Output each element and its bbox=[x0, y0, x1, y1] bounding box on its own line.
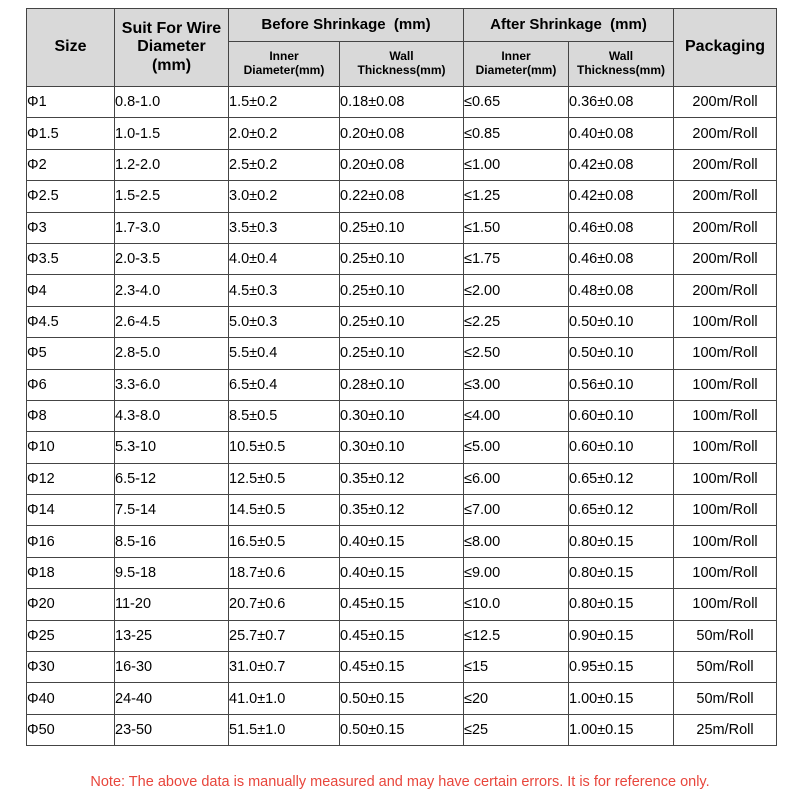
cell-after-inner: ≤0.85 bbox=[464, 118, 569, 149]
table-row bbox=[27, 495, 777, 526]
cell-before-wall: 0.25±0.10 bbox=[340, 212, 464, 243]
cell-after-wall: 0.80±0.15 bbox=[569, 589, 674, 620]
cell-before-inner: 12.5±0.5 bbox=[229, 463, 340, 494]
header-packaging: Packaging bbox=[674, 9, 777, 87]
cell-wire-diameter: 1.0-1.5 bbox=[115, 118, 229, 149]
cell-wire-diameter: 8.5-16 bbox=[115, 526, 229, 557]
cell-after-wall: 0.48±0.08 bbox=[569, 275, 674, 306]
cell-after-inner: ≤5.00 bbox=[464, 432, 569, 463]
cell-before-wall: 0.22±0.08 bbox=[340, 181, 464, 212]
cell-before-wall: 0.50±0.15 bbox=[340, 714, 464, 745]
table-row bbox=[27, 526, 777, 557]
cell-after-wall: 0.46±0.08 bbox=[569, 212, 674, 243]
cell-before-wall: 0.25±0.10 bbox=[340, 306, 464, 337]
cell-wire-diameter: 1.2-2.0 bbox=[115, 149, 229, 180]
header-suit-wire: Suit For Wire Diameter (mm) bbox=[115, 9, 229, 87]
cell-after-wall: 0.90±0.15 bbox=[569, 620, 674, 651]
cell-after-wall: 0.42±0.08 bbox=[569, 181, 674, 212]
header-before-inner: Inner Diameter(mm) bbox=[229, 42, 340, 87]
cell-size: Φ10 bbox=[27, 432, 115, 463]
cell-before-wall: 0.35±0.12 bbox=[340, 495, 464, 526]
table-row bbox=[27, 432, 777, 463]
cell-before-inner: 8.5±0.5 bbox=[229, 400, 340, 431]
cell-size: Φ4 bbox=[27, 275, 115, 306]
cell-wire-diameter: 2.6-4.5 bbox=[115, 306, 229, 337]
cell-packaging: 100m/Roll bbox=[674, 338, 777, 369]
cell-after-inner: ≤2.25 bbox=[464, 306, 569, 337]
cell-packaging: 200m/Roll bbox=[674, 212, 777, 243]
cell-before-inner: 5.5±0.4 bbox=[229, 338, 340, 369]
cell-before-wall: 0.30±0.10 bbox=[340, 400, 464, 431]
spec-table bbox=[26, 8, 777, 746]
cell-wire-diameter: 4.3-8.0 bbox=[115, 400, 229, 431]
table-row bbox=[27, 306, 777, 337]
cell-after-wall: 1.00±0.15 bbox=[569, 683, 674, 714]
cell-before-inner: 2.0±0.2 bbox=[229, 118, 340, 149]
cell-packaging: 200m/Roll bbox=[674, 87, 777, 118]
cell-after-wall: 0.50±0.10 bbox=[569, 306, 674, 337]
cell-before-inner: 3.0±0.2 bbox=[229, 181, 340, 212]
cell-after-inner: ≤1.50 bbox=[464, 212, 569, 243]
cell-wire-diameter: 5.3-10 bbox=[115, 432, 229, 463]
table-row bbox=[27, 620, 777, 651]
cell-after-inner: ≤10.0 bbox=[464, 589, 569, 620]
cell-before-inner: 18.7±0.6 bbox=[229, 557, 340, 588]
cell-packaging: 200m/Roll bbox=[674, 181, 777, 212]
table-row bbox=[27, 400, 777, 431]
cell-wire-diameter: 1.7-3.0 bbox=[115, 212, 229, 243]
cell-before-inner: 16.5±0.5 bbox=[229, 526, 340, 557]
cell-packaging: 200m/Roll bbox=[674, 275, 777, 306]
table-row bbox=[27, 212, 777, 243]
cell-after-inner: ≤4.00 bbox=[464, 400, 569, 431]
cell-before-inner: 41.0±1.0 bbox=[229, 683, 340, 714]
table-row bbox=[27, 714, 777, 745]
header-before-shrinkage: Before Shrinkage (mm) bbox=[229, 9, 464, 42]
cell-size: Φ12 bbox=[27, 463, 115, 494]
cell-packaging: 200m/Roll bbox=[674, 243, 777, 274]
cell-wire-diameter: 2.3-4.0 bbox=[115, 275, 229, 306]
cell-after-inner: ≤20 bbox=[464, 683, 569, 714]
cell-wire-diameter: 23-50 bbox=[115, 714, 229, 745]
cell-after-wall: 0.80±0.15 bbox=[569, 557, 674, 588]
cell-size: Φ5 bbox=[27, 338, 115, 369]
cell-before-wall: 0.40±0.15 bbox=[340, 557, 464, 588]
cell-before-inner: 1.5±0.2 bbox=[229, 87, 340, 118]
cell-after-wall: 0.50±0.10 bbox=[569, 338, 674, 369]
table-row bbox=[27, 557, 777, 588]
cell-wire-diameter: 3.3-6.0 bbox=[115, 369, 229, 400]
table-header bbox=[27, 9, 777, 87]
cell-after-inner: ≤2.50 bbox=[464, 338, 569, 369]
cell-packaging: 100m/Roll bbox=[674, 463, 777, 494]
header-after-wall: Wall Thickness(mm) bbox=[569, 42, 674, 87]
cell-before-inner: 10.5±0.5 bbox=[229, 432, 340, 463]
cell-before-inner: 14.5±0.5 bbox=[229, 495, 340, 526]
cell-size: Φ20 bbox=[27, 589, 115, 620]
cell-after-inner: ≤9.00 bbox=[464, 557, 569, 588]
cell-size: Φ2 bbox=[27, 149, 115, 180]
cell-before-wall: 0.20±0.08 bbox=[340, 118, 464, 149]
table-row bbox=[27, 589, 777, 620]
cell-size: Φ3 bbox=[27, 212, 115, 243]
cell-wire-diameter: 13-25 bbox=[115, 620, 229, 651]
cell-before-inner: 2.5±0.2 bbox=[229, 149, 340, 180]
cell-before-wall: 0.35±0.12 bbox=[340, 463, 464, 494]
cell-before-wall: 0.30±0.10 bbox=[340, 432, 464, 463]
cell-after-wall: 0.65±0.12 bbox=[569, 463, 674, 494]
cell-after-wall: 0.80±0.15 bbox=[569, 526, 674, 557]
cell-before-inner: 20.7±0.6 bbox=[229, 589, 340, 620]
header-after-inner: Inner Diameter(mm) bbox=[464, 42, 569, 87]
cell-after-inner: ≤1.25 bbox=[464, 181, 569, 212]
cell-packaging: 200m/Roll bbox=[674, 118, 777, 149]
cell-packaging: 100m/Roll bbox=[674, 526, 777, 557]
cell-size: Φ40 bbox=[27, 683, 115, 714]
cell-after-inner: ≤6.00 bbox=[464, 463, 569, 494]
cell-wire-diameter: 2.8-5.0 bbox=[115, 338, 229, 369]
header-size: Size bbox=[27, 9, 115, 87]
cell-after-inner: ≤2.00 bbox=[464, 275, 569, 306]
cell-size: Φ1.5 bbox=[27, 118, 115, 149]
cell-after-inner: ≤3.00 bbox=[464, 369, 569, 400]
disclaimer-note: Note: The above data is manually measured and may have certain errors. It is for reference only. bbox=[90, 774, 710, 790]
cell-wire-diameter: 9.5-18 bbox=[115, 557, 229, 588]
cell-after-wall: 0.60±0.10 bbox=[569, 432, 674, 463]
cell-packaging: 100m/Roll bbox=[674, 306, 777, 337]
cell-after-inner: ≤8.00 bbox=[464, 526, 569, 557]
table-row bbox=[27, 243, 777, 274]
cell-after-inner: ≤12.5 bbox=[464, 620, 569, 651]
table-row bbox=[27, 181, 777, 212]
table-row bbox=[27, 652, 777, 683]
header-after-shrinkage: After Shrinkage (mm) bbox=[464, 9, 674, 42]
table-body bbox=[27, 87, 777, 746]
cell-before-inner: 4.0±0.4 bbox=[229, 243, 340, 274]
cell-size: Φ2.5 bbox=[27, 181, 115, 212]
cell-size: Φ50 bbox=[27, 714, 115, 745]
cell-before-inner: 31.0±0.7 bbox=[229, 652, 340, 683]
table-row bbox=[27, 275, 777, 306]
cell-after-wall: 0.40±0.08 bbox=[569, 118, 674, 149]
cell-size: Φ8 bbox=[27, 400, 115, 431]
cell-after-inner: ≤0.65 bbox=[464, 87, 569, 118]
cell-before-wall: 0.50±0.15 bbox=[340, 683, 464, 714]
cell-wire-diameter: 2.0-3.5 bbox=[115, 243, 229, 274]
cell-wire-diameter: 6.5-12 bbox=[115, 463, 229, 494]
table-row bbox=[27, 369, 777, 400]
cell-packaging: 50m/Roll bbox=[674, 620, 777, 651]
cell-size: Φ16 bbox=[27, 526, 115, 557]
cell-after-inner: ≤1.75 bbox=[464, 243, 569, 274]
cell-size: Φ1 bbox=[27, 87, 115, 118]
cell-wire-diameter: 1.5-2.5 bbox=[115, 181, 229, 212]
cell-wire-diameter: 0.8-1.0 bbox=[115, 87, 229, 118]
cell-before-wall: 0.25±0.10 bbox=[340, 275, 464, 306]
cell-after-wall: 0.46±0.08 bbox=[569, 243, 674, 274]
cell-before-wall: 0.25±0.10 bbox=[340, 243, 464, 274]
cell-after-wall: 0.42±0.08 bbox=[569, 149, 674, 180]
cell-before-inner: 5.0±0.3 bbox=[229, 306, 340, 337]
cell-before-wall: 0.45±0.15 bbox=[340, 589, 464, 620]
cell-after-inner: ≤15 bbox=[464, 652, 569, 683]
cell-wire-diameter: 24-40 bbox=[115, 683, 229, 714]
cell-size: Φ18 bbox=[27, 557, 115, 588]
cell-packaging: 50m/Roll bbox=[674, 652, 777, 683]
table-row bbox=[27, 87, 777, 118]
cell-packaging: 100m/Roll bbox=[674, 495, 777, 526]
cell-wire-diameter: 11-20 bbox=[115, 589, 229, 620]
cell-after-wall: 0.36±0.08 bbox=[569, 87, 674, 118]
cell-before-wall: 0.40±0.15 bbox=[340, 526, 464, 557]
cell-before-inner: 25.7±0.7 bbox=[229, 620, 340, 651]
cell-after-wall: 0.56±0.10 bbox=[569, 369, 674, 400]
cell-after-inner: ≤1.00 bbox=[464, 149, 569, 180]
cell-before-inner: 4.5±0.3 bbox=[229, 275, 340, 306]
cell-before-wall: 0.25±0.10 bbox=[340, 338, 464, 369]
cell-wire-diameter: 16-30 bbox=[115, 652, 229, 683]
cell-after-inner: ≤25 bbox=[464, 714, 569, 745]
table-row bbox=[27, 338, 777, 369]
cell-before-wall: 0.20±0.08 bbox=[340, 149, 464, 180]
table-row bbox=[27, 463, 777, 494]
cell-wire-diameter: 7.5-14 bbox=[115, 495, 229, 526]
cell-packaging: 100m/Roll bbox=[674, 369, 777, 400]
header-before-wall: Wall Thickness(mm) bbox=[340, 42, 464, 87]
cell-size: Φ14 bbox=[27, 495, 115, 526]
cell-packaging: 100m/Roll bbox=[674, 557, 777, 588]
cell-after-wall: 0.95±0.15 bbox=[569, 652, 674, 683]
cell-packaging: 100m/Roll bbox=[674, 432, 777, 463]
cell-before-inner: 3.5±0.3 bbox=[229, 212, 340, 243]
cell-size: Φ25 bbox=[27, 620, 115, 651]
cell-size: Φ6 bbox=[27, 369, 115, 400]
cell-packaging: 100m/Roll bbox=[674, 589, 777, 620]
cell-before-inner: 51.5±1.0 bbox=[229, 714, 340, 745]
cell-packaging: 50m/Roll bbox=[674, 683, 777, 714]
table-row bbox=[27, 118, 777, 149]
cell-before-wall: 0.45±0.15 bbox=[340, 620, 464, 651]
cell-packaging: 100m/Roll bbox=[674, 400, 777, 431]
cell-before-wall: 0.45±0.15 bbox=[340, 652, 464, 683]
cell-size: Φ3.5 bbox=[27, 243, 115, 274]
cell-after-wall: 1.00±0.15 bbox=[569, 714, 674, 745]
cell-before-wall: 0.28±0.10 bbox=[340, 369, 464, 400]
cell-packaging: 200m/Roll bbox=[674, 149, 777, 180]
cell-before-wall: 0.18±0.08 bbox=[340, 87, 464, 118]
cell-size: Φ30 bbox=[27, 652, 115, 683]
cell-after-inner: ≤7.00 bbox=[464, 495, 569, 526]
cell-after-wall: 0.60±0.10 bbox=[569, 400, 674, 431]
table-row bbox=[27, 149, 777, 180]
cell-packaging: 25m/Roll bbox=[674, 714, 777, 745]
cell-size: Φ4.5 bbox=[27, 306, 115, 337]
table-row bbox=[27, 683, 777, 714]
cell-after-wall: 0.65±0.12 bbox=[569, 495, 674, 526]
cell-before-inner: 6.5±0.4 bbox=[229, 369, 340, 400]
